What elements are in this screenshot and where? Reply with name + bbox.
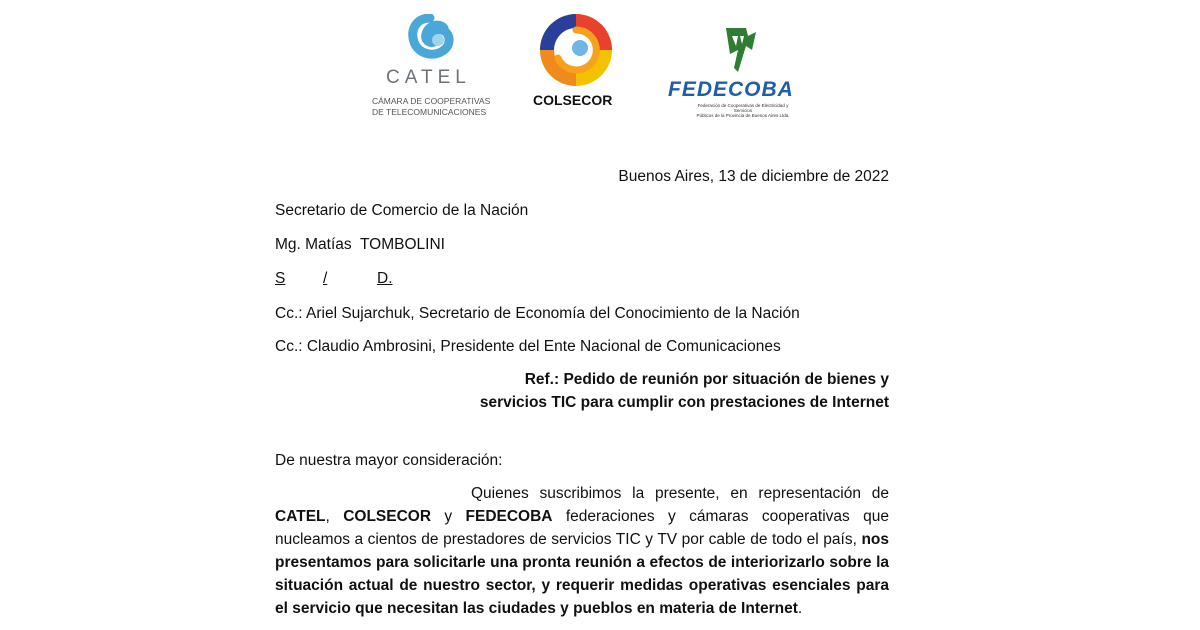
body-plain: federaciones y cámaras cooperativas que nucleamos a cientos de prestadores de servicios TIC y TV por cable de todo el país, <box>275 508 889 548</box>
catel-logo <box>372 14 491 122</box>
recipient-title: Secretario de Comercio de la Nación <box>275 202 529 219</box>
fedecoba-name: FEDECOBA <box>668 78 794 101</box>
reference-line-1: Ref.: Pedido de reunión por situación de bienes y <box>524 371 889 388</box>
salutation: De nuestra mayor consideración: <box>275 452 503 469</box>
body-colsecor: COLSECOR <box>343 508 432 525</box>
cc-line-2: Cc.: Claudio Ambrosini, Presidente del Ente Nacional de Comunicaciones <box>275 338 781 355</box>
fedecoba-logo <box>668 24 802 122</box>
reference <box>275 368 889 414</box>
body-comma: , <box>325 508 344 525</box>
body-catel: CATEL <box>275 508 326 525</box>
catel-subtitle-2: DE TELECOMUNICACIONES <box>372 107 487 117</box>
recipient-name: Mg. Matías TOMBOLINI <box>275 236 445 253</box>
sd-slash: / <box>323 270 328 287</box>
body-y: y <box>431 508 466 525</box>
sd-s: S <box>275 270 286 287</box>
colsecor-emblem <box>538 12 614 88</box>
fedecoba-subtitle-2: Públicos de la Provincia de Buenos Aires Ltda. <box>696 113 790 118</box>
body-bold: nos presentamos para solicitarle una pronta reunión a efectos de interiorizarlo sobre la situación actual de nuestro sector, y requerir medidas operativas esenciales para el servicio que necesitan las ciudades y pueblos en materia de Internet <box>275 531 889 617</box>
catel-emblem <box>404 14 456 66</box>
catel-subtitle-1: CÁMARA DE COOPERATIVAS <box>372 96 491 106</box>
fedecoba-emblem <box>712 24 762 74</box>
sd-d: D. <box>377 270 393 287</box>
reference-line-2: servicios TIC para cumplir con prestaciones de Internet <box>479 394 889 411</box>
fedecoba-subtitle-1: Federación de Cooperativas de Electricidad y Servicios <box>697 103 789 113</box>
colsecor-logo <box>528 12 634 112</box>
colsecor-name: COLSECOR <box>533 92 613 108</box>
body-end: . <box>797 600 803 617</box>
body-intro: Quienes suscribimos la presente, en representación de <box>471 485 889 502</box>
cc-line-1: Cc.: Ariel Sujarchuk, Secretario de Economía del Conocimiento de la Nación <box>275 305 800 322</box>
body-fedecoba: FEDECOBA <box>465 508 553 525</box>
letter-date: Buenos Aires, 13 de diciembre de 2022 <box>618 168 889 185</box>
fedecoba-subtitle <box>688 103 798 118</box>
body-paragraph <box>275 482 889 620</box>
catel-name: CATEL <box>386 67 471 88</box>
sd-line <box>275 267 889 290</box>
